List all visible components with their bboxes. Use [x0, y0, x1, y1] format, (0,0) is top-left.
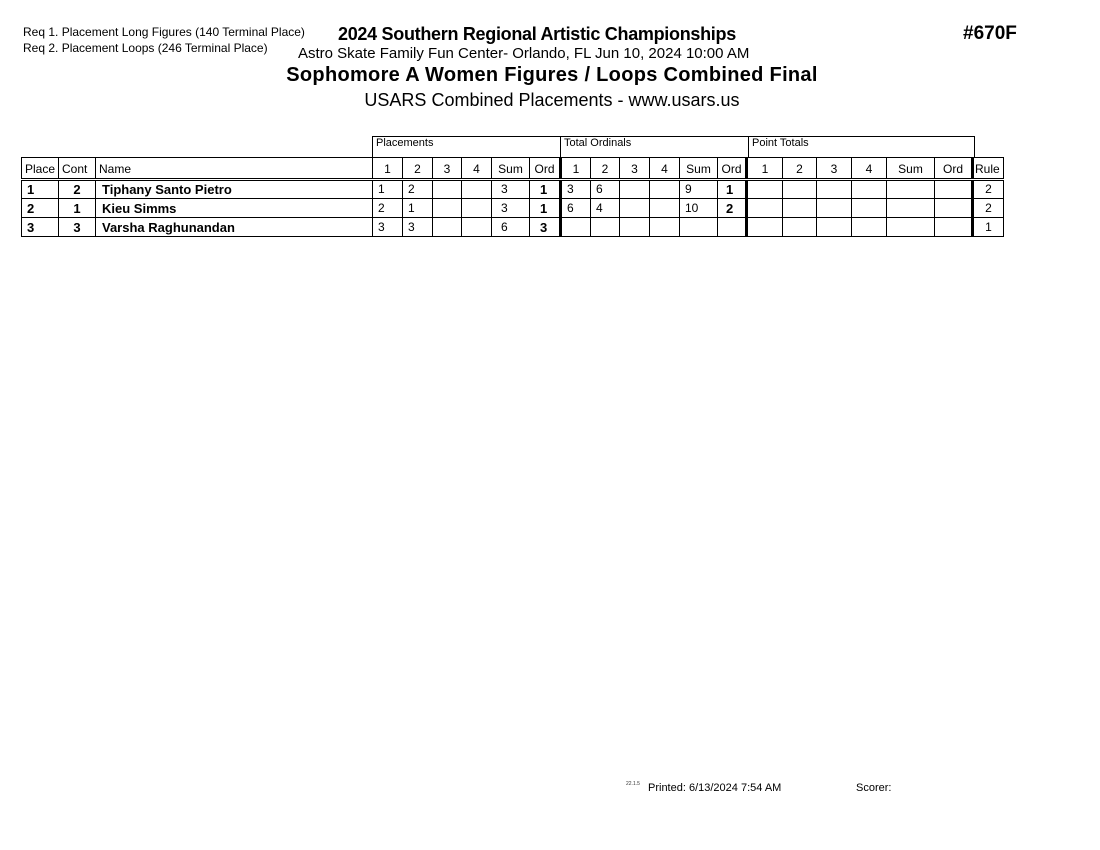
ordinal-sum-cell: [680, 218, 718, 237]
ordinal-4-cell: [650, 199, 680, 218]
header-place: Place: [22, 158, 59, 180]
placement-3-cell: [433, 218, 462, 237]
placement-4-cell: [462, 218, 492, 237]
placement-ord-cell: 1: [530, 180, 561, 199]
requirement-2: Req 2. Placement Loops (246 Terminal Place): [23, 41, 268, 55]
venue-date: Astro Skate Family Fun Center- Orlando, FL Jun 10, 2024 10:00 AM: [298, 45, 750, 62]
points-3-cell: [817, 218, 852, 237]
header-placements-3: 3: [433, 158, 462, 180]
rule-cell: 2: [973, 199, 1004, 218]
placement-1-cell: 2: [373, 199, 403, 218]
ordinal-sum-cell: 10: [680, 199, 718, 218]
place-cell: 1: [22, 180, 59, 199]
version-label: 22.1.5: [626, 781, 640, 787]
ordinal-3-cell: [620, 199, 650, 218]
header-rule: Rule: [973, 158, 1004, 180]
rule-cell: 1: [973, 218, 1004, 237]
header-ordinals-4: 4: [650, 158, 680, 180]
ordinal-4-cell: [650, 180, 680, 199]
header-points-sum: Sum: [887, 158, 935, 180]
points-sum-cell: [887, 199, 935, 218]
points-4-cell: [852, 199, 887, 218]
header-placements-1: 1: [373, 158, 403, 180]
ordinal-2-cell: 4: [591, 199, 620, 218]
event-title: Sophomore A Women Figures / Loops Combined Final: [286, 64, 818, 86]
group-header-total-ordinals: Total Ordinals: [560, 136, 749, 157]
table-row: [22, 180, 1004, 199]
placement-sum-cell: 3: [492, 199, 530, 218]
placement-2-cell: 2: [403, 180, 433, 199]
header-points-ord: Ord: [935, 158, 973, 180]
points-1-cell: [747, 218, 783, 237]
ordinal-1-cell: 3: [561, 180, 591, 199]
points-sum-cell: [887, 180, 935, 199]
header-points-1: 1: [747, 158, 783, 180]
printed-timestamp: Printed: 6/13/2024 7:54 AM: [648, 782, 782, 794]
points-1-cell: [747, 199, 783, 218]
header-points-3: 3: [817, 158, 852, 180]
points-3-cell: [817, 180, 852, 199]
header-ordinals-sum: Sum: [680, 158, 718, 180]
subtitle: USARS Combined Placements - www.usars.us: [364, 90, 740, 110]
name-cell: Tiphany Santo Pietro: [96, 180, 373, 199]
ordinal-ord-cell: [718, 218, 747, 237]
table-header-row: [22, 158, 1004, 180]
ordinal-ord-cell: 1: [718, 180, 747, 199]
placement-sum-cell: 6: [492, 218, 530, 237]
placement-1-cell: 1: [373, 180, 403, 199]
header-name: Name: [96, 158, 373, 180]
requirement-1: Req 1. Placement Long Figures (140 Terminal Place): [23, 25, 305, 39]
points-4-cell: [852, 218, 887, 237]
header-placements-sum: Sum: [492, 158, 530, 180]
header-ordinals-ord: Ord: [718, 158, 747, 180]
ordinal-3-cell: [620, 218, 650, 237]
points-ord-cell: [935, 199, 973, 218]
ordinal-2-cell: 6: [591, 180, 620, 199]
group-header-point-totals: Point Totals: [748, 136, 975, 157]
points-ord-cell: [935, 180, 973, 199]
ordinal-ord-cell: 2: [718, 199, 747, 218]
placement-ord-cell: 1: [530, 199, 561, 218]
place-cell: 3: [22, 218, 59, 237]
placement-2-cell: 1: [403, 199, 433, 218]
placement-2-cell: 3: [403, 218, 433, 237]
event-number: #670F: [963, 23, 1017, 44]
placement-3-cell: [433, 180, 462, 199]
header-placements-ord: Ord: [530, 158, 561, 180]
header-placements-2: 2: [403, 158, 433, 180]
name-cell: Varsha Raghunandan: [96, 218, 373, 237]
placement-3-cell: [433, 199, 462, 218]
header-ordinals-2: 2: [591, 158, 620, 180]
table-row: [22, 199, 1004, 218]
name-cell: Kieu Simms: [96, 199, 373, 218]
header-points-2: 2: [783, 158, 817, 180]
points-2-cell: [783, 199, 817, 218]
points-2-cell: [783, 180, 817, 199]
place-cell: 2: [22, 199, 59, 218]
placement-ord-cell: 3: [530, 218, 561, 237]
ordinal-3-cell: [620, 180, 650, 199]
competition-title: 2024 Southern Regional Artistic Championships: [338, 24, 736, 44]
placement-4-cell: [462, 199, 492, 218]
points-ord-cell: [935, 218, 973, 237]
header-cont: Cont: [59, 158, 96, 180]
results-table: [21, 157, 1004, 237]
header-ordinals-1: 1: [561, 158, 591, 180]
points-4-cell: [852, 180, 887, 199]
points-1-cell: [747, 180, 783, 199]
placement-1-cell: 3: [373, 218, 403, 237]
points-3-cell: [817, 199, 852, 218]
placement-4-cell: [462, 180, 492, 199]
points-sum-cell: [887, 218, 935, 237]
ordinal-1-cell: [561, 218, 591, 237]
cont-cell: 2: [59, 180, 96, 199]
rule-cell: 2: [973, 180, 1004, 199]
header-placements-4: 4: [462, 158, 492, 180]
scorer-label: Scorer:: [856, 782, 892, 794]
cont-cell: 1: [59, 199, 96, 218]
ordinal-2-cell: [591, 218, 620, 237]
table-row: [22, 218, 1004, 237]
header-ordinals-3: 3: [620, 158, 650, 180]
ordinal-4-cell: [650, 218, 680, 237]
points-2-cell: [783, 218, 817, 237]
header-points-4: 4: [852, 158, 887, 180]
ordinal-sum-cell: 9: [680, 180, 718, 199]
ordinal-1-cell: 6: [561, 199, 591, 218]
cont-cell: 3: [59, 218, 96, 237]
placement-sum-cell: 3: [492, 180, 530, 199]
group-header-placements: Placements: [372, 136, 561, 157]
